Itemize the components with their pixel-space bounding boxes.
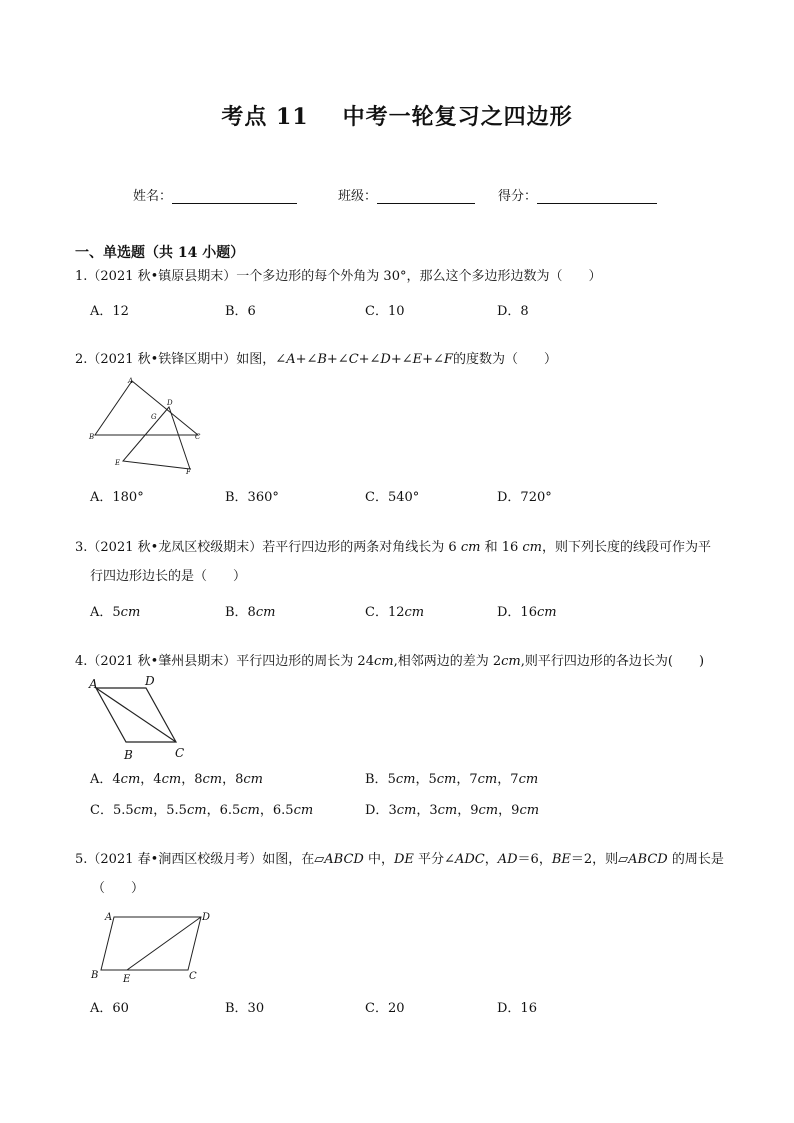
q3-stem-b: 和 16: [480, 540, 523, 555]
q1-option-d: D．8: [497, 304, 529, 319]
class-label: 班级：: [338, 189, 378, 204]
q5-stem-a: 5.（2021 春•涧西区校级月考）如图，在▱: [75, 852, 325, 867]
q2-label-e: E: [115, 459, 121, 467]
q3-option-b: B．8cm: [225, 605, 276, 620]
q5-label-d: D: [202, 912, 211, 923]
q2-label-b: B: [89, 433, 95, 441]
q2-stem-b: 的度数为（ ）: [452, 352, 557, 367]
section-heading: 一、单选题（共 14 小题）: [75, 245, 245, 261]
q2-option-c: C．540°: [365, 490, 420, 505]
q5-option-d: D．16: [497, 1001, 537, 1016]
question-2-stem: [75, 350, 557, 370]
q5-option-a: A．60: [90, 1001, 129, 1016]
q4-label-b: B: [124, 748, 133, 762]
q3-stem-a: 3.（2021 秋•龙凤区校级期末）若平行四边形的两条对角线长为 6: [75, 540, 461, 555]
q1-option-a: A．12: [90, 304, 129, 319]
q2-option-d: D．720°: [497, 490, 552, 505]
q1-option-c: C．10: [365, 304, 405, 319]
q2-option-a: A．180°: [90, 490, 144, 505]
q4-label-a: A: [89, 677, 98, 691]
q2-stem-math: ∠A+∠B+∠C+∠D+∠E+∠F: [275, 352, 453, 367]
page-title: [0, 100, 794, 131]
q3-option-c: C．12cm: [365, 605, 425, 620]
class-field: [338, 185, 475, 204]
q5-label-a: A: [105, 912, 113, 923]
question-3-stem: [75, 538, 711, 558]
class-blank[interactable]: [377, 189, 475, 204]
question-4-stem: [75, 652, 704, 672]
q2-label-f: F: [186, 468, 191, 476]
q3-stem-c: ，则下列长度的线段可作为平: [542, 540, 712, 555]
q5-label-b: B: [91, 970, 99, 981]
score-label: 得分：: [498, 189, 538, 204]
q3-unit-1: cm: [460, 540, 481, 555]
q4-option-c: C．5.5cm，5.5cm，6.5cm，6.5cm: [90, 803, 314, 818]
q5-figure-parallelogram: [85, 905, 220, 987]
title-point: 考点 11: [221, 104, 309, 130]
q3-option-a: A．5cm: [90, 605, 141, 620]
q5-label-c: C: [189, 971, 197, 982]
q1-option-b: B．6: [225, 304, 256, 319]
q3-stem-line2: 行四边形边长的是（ ）: [90, 569, 247, 584]
q4-option-b: B．5cm，5cm，7cm，7cm: [365, 772, 539, 787]
q2-label-c: C: [195, 433, 201, 441]
score-field: [498, 185, 657, 204]
q4-unit-2: cm: [501, 654, 521, 669]
name-field: [133, 185, 297, 204]
q4-option-a: A．4cm，4cm，8cm，8cm: [90, 772, 263, 787]
score-blank[interactable]: [537, 189, 657, 204]
q2-label-d: D: [167, 399, 173, 407]
q5-label-e: E: [123, 974, 131, 985]
q3-option-d: D．16cm: [497, 605, 557, 620]
q3-unit-2: cm: [522, 540, 542, 555]
q4-option-d: D．3cm，3cm，9cm，9cm: [365, 803, 540, 818]
q5-option-c: C．20: [365, 1001, 405, 1016]
name-blank[interactable]: [172, 189, 297, 204]
q4-stem-b: ,相邻两边的差为 2: [393, 654, 502, 669]
q2-option-b: B．360°: [225, 490, 279, 505]
q4-label-d: D: [145, 674, 155, 688]
q2-label-g: G: [151, 413, 157, 421]
q4-figure-parallelogram: [85, 672, 200, 764]
q2-label-a: A: [128, 377, 134, 385]
q5-stem-line2: （ ）: [92, 881, 145, 896]
q5-option-b: B．30: [225, 1001, 265, 1016]
q4-stem-c: ,则平行四边形的各边长为( ): [520, 654, 705, 669]
title-name: 中考一轮复习之四边形: [342, 104, 573, 130]
q2-figure-triangles: [85, 372, 225, 480]
q2-stem-a: 2.（2021 秋•铁锋区期中）如图，: [75, 352, 276, 367]
q4-stem-a: 4.（2021 秋•肇州县期末）平行四边形的周长为 24: [75, 654, 374, 669]
q4-unit-1: cm: [373, 654, 394, 669]
question-5-stem: 5.（2021 春•涧西区校级月考）如图，在▱ABCD 中，DE 平分∠ADC，AD＝6，BE＝2，则▱ABCD 的周长是: [75, 852, 724, 867]
q4-label-c: C: [175, 746, 185, 760]
name-label: 姓名：: [133, 189, 173, 204]
question-1-stem: 1.（2021 秋•镇原县期末）一个多边形的每个外角为 30°，那么这个多边形边数为（ ）: [75, 269, 602, 284]
